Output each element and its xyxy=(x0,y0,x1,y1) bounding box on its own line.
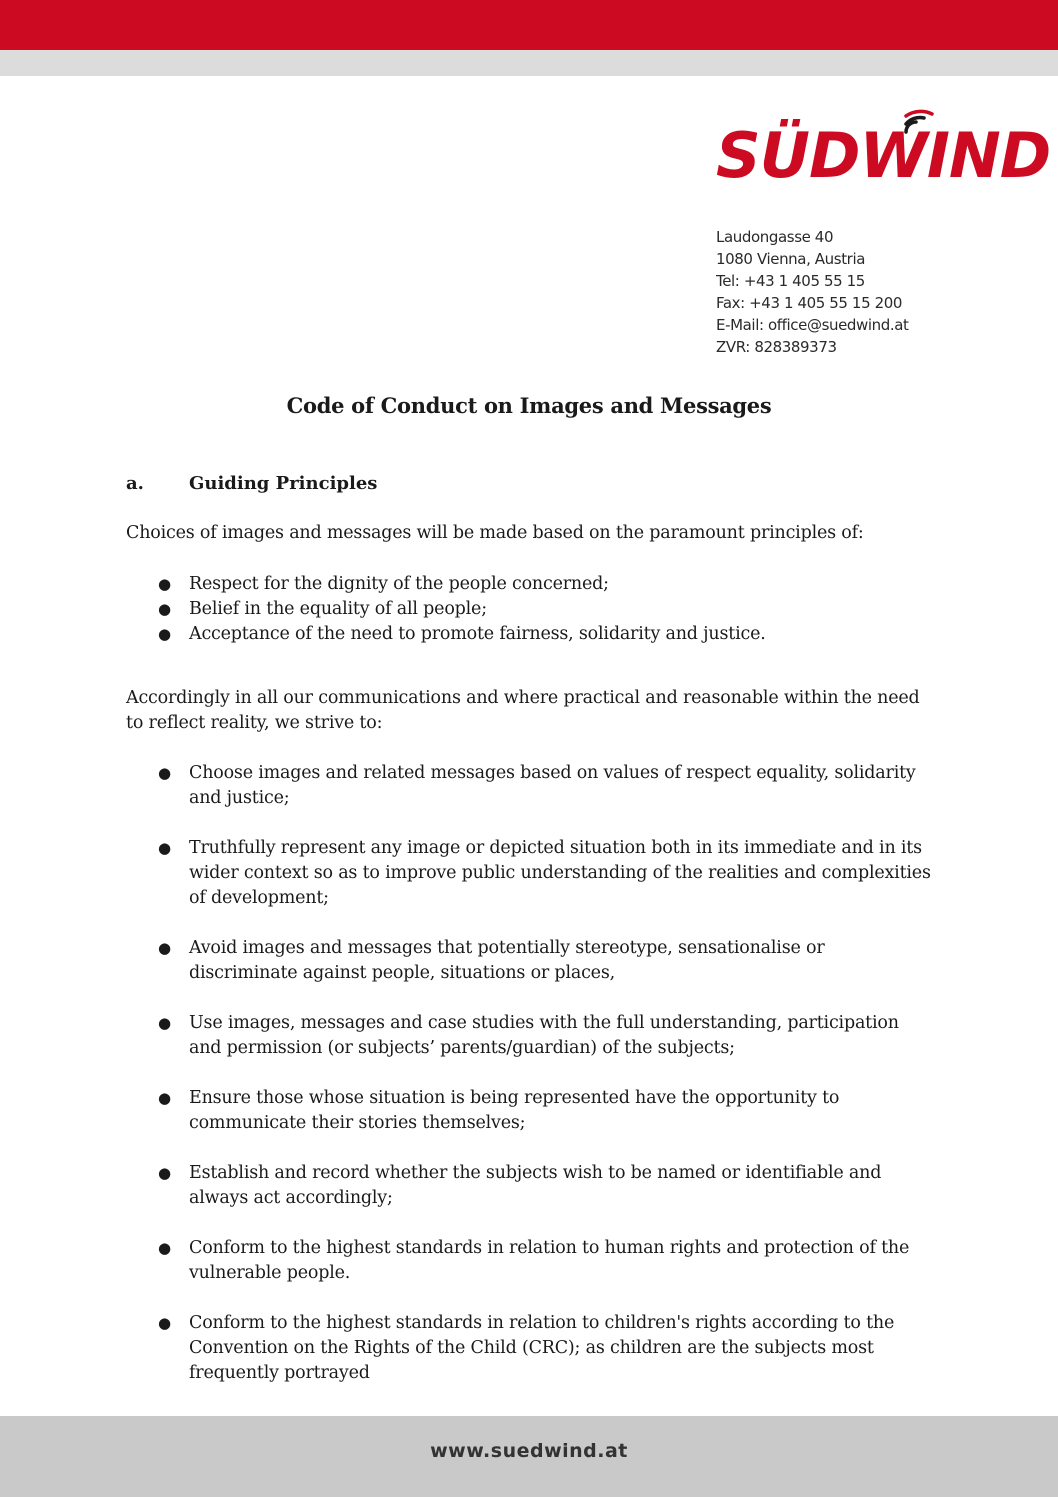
bullet-icon: ● xyxy=(158,1089,171,1107)
list-item: ● Establish and record whether the subjects wish to be named or identifiable and always act accordingly; xyxy=(158,1163,882,1208)
list-item: ● Belief in the equality of all people; xyxy=(126,597,936,622)
list-item: ● Acceptance of the need to promote fairness, solidarity and justice. xyxy=(126,622,936,647)
address-phone: Tel: +43 1 405 55 15 xyxy=(716,272,865,290)
list-item: ● Avoid images and messages that potentially stereotype, sensationalise or discriminate against people, situations or places, xyxy=(158,938,825,983)
list-item: ● Use images, messages and case studies with the full understanding, participation and permission (or subjects’ parents/guardian) of the subjects; xyxy=(158,1013,899,1058)
footer-website: www.suedwind.at xyxy=(430,1440,628,1462)
list-item: ● Ensure those whose situation is being represented have the opportunity to communicate their stories themselves; xyxy=(158,1088,840,1133)
bullet-icon: ● xyxy=(158,625,171,643)
bullet-icon: ● xyxy=(158,764,171,782)
footer-band xyxy=(0,1416,1058,1497)
commitments-list xyxy=(126,761,936,1411)
second-paragraph: Accordingly in all our communications and where practical and reasonable within the need to reflect reality, we strive to: xyxy=(126,688,920,733)
bullet-icon: ● xyxy=(158,600,171,618)
bullet-icon: ● xyxy=(158,1314,171,1332)
header-grey-band xyxy=(0,50,1058,76)
suedwind-logo xyxy=(716,106,1051,202)
bullet-icon: ● xyxy=(158,575,171,593)
bullet-icon: ● xyxy=(158,1239,171,1257)
bullet-icon: ● xyxy=(158,1014,171,1032)
bullet-icon: ● xyxy=(158,1164,171,1182)
address-city: 1080 Vienna, Austria xyxy=(716,250,866,268)
header-red-band xyxy=(0,0,1058,50)
address-email: E-Mail: office@suedwind.at xyxy=(716,316,909,334)
list-item: ● Choose images and related messages based on values of respect equality, solidarity and justice; xyxy=(158,763,916,808)
list-item: ● Conform to the highest standards in relation to children's rights according to the Convention on the Rights of the Child (CRC); as children are the subjects most frequently portrayed xyxy=(158,1313,895,1383)
sound-waves-icon xyxy=(900,106,940,146)
section-heading xyxy=(126,473,377,494)
list-item: ● Respect for the dignity of the people concerned; xyxy=(126,572,936,597)
section-title: Guiding Principles xyxy=(189,473,378,494)
address-fax: Fax: +43 1 405 55 15 200 xyxy=(716,294,903,312)
section-letter: a. xyxy=(126,473,144,494)
principles-list xyxy=(126,572,936,647)
list-item: ● Truthfully represent any image or depicted situation both in its immediate and in its wider context so as to improve public understanding of the realities and complexities of development; xyxy=(158,838,931,908)
document-title: Code of Conduct on Images and Messages xyxy=(286,393,772,418)
sender-address xyxy=(716,226,909,358)
bullet-icon: ● xyxy=(158,839,171,857)
address-street: Laudongasse 40 xyxy=(716,228,834,246)
list-item: ● Conform to the highest standards in relation to human rights and protection of the vulnerable people. xyxy=(158,1238,910,1283)
address-registration: ZVR: 828389373 xyxy=(716,338,837,356)
bullet-icon: ● xyxy=(158,939,171,957)
logo-wordmark: SÜDWIND xyxy=(716,119,1051,192)
intro-paragraph: Choices of images and messages will be made based on the paramount principles of: xyxy=(126,523,864,543)
